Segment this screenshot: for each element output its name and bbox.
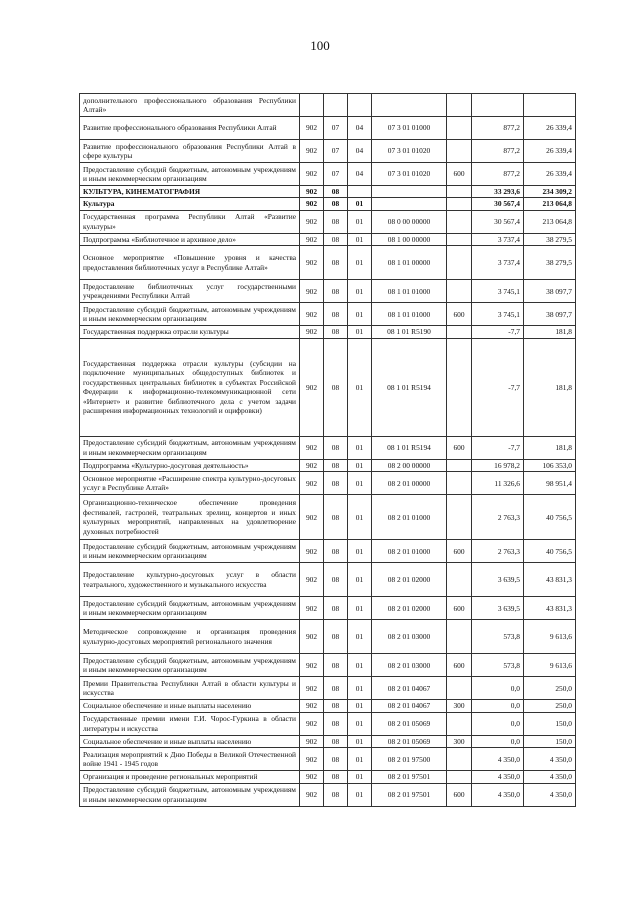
row-ved-cell: 902 xyxy=(300,117,324,140)
row-section-cell: 08 xyxy=(324,472,348,495)
row-expense-type-cell xyxy=(447,459,472,471)
row-amount-2-cell: 43 831,3 xyxy=(524,563,576,597)
row-amount-2-cell: 40 756,5 xyxy=(524,540,576,563)
row-subsection-cell: 01 xyxy=(348,597,372,620)
table-row xyxy=(80,280,576,303)
row-name-cell: Основное мероприятие «Повышение уровня и качества предоставления библиотечных услуг в Республике Алтай» xyxy=(80,246,300,280)
row-target-article-cell: 08 2 00 00000 xyxy=(372,459,447,471)
row-amount-1-cell: 0,0 xyxy=(472,700,524,712)
row-expense-type-cell: 600 xyxy=(447,654,472,677)
table-row xyxy=(80,540,576,563)
table-row xyxy=(80,597,576,620)
row-subsection-cell: 01 xyxy=(348,748,372,771)
row-name-cell: Социальное обеспечение и иные выплаты населению xyxy=(80,735,300,747)
row-amount-1-cell: 3 639,5 xyxy=(472,563,524,597)
row-section-cell: 08 xyxy=(324,712,348,735)
table-row xyxy=(80,338,576,436)
row-amount-2-cell: 250,0 xyxy=(524,700,576,712)
row-name-cell: Развитие профессионального образования Республики Алтай в сфере культуры xyxy=(80,140,300,163)
row-ved-cell: 902 xyxy=(300,771,324,783)
row-expense-type-cell: 600 xyxy=(447,436,472,459)
row-section-cell: 08 xyxy=(324,233,348,245)
table-row xyxy=(80,495,576,540)
row-amount-1-cell: 3 745,1 xyxy=(472,303,524,326)
row-expense-type-cell xyxy=(447,771,472,783)
row-subsection-cell: 01 xyxy=(348,495,372,540)
row-subsection-cell: 01 xyxy=(348,233,372,245)
row-name-cell: КУЛЬТУРА, КИНЕМАТОГРАФИЯ xyxy=(80,186,300,198)
table-row xyxy=(80,783,576,806)
row-amount-2-cell: 181,8 xyxy=(524,436,576,459)
row-amount-2-cell: 181,8 xyxy=(524,338,576,436)
row-amount-2-cell: 26 339,4 xyxy=(524,163,576,186)
row-amount-2-cell: 150,0 xyxy=(524,735,576,747)
row-subsection-cell: 01 xyxy=(348,735,372,747)
row-target-article-cell: 08 1 01 01000 xyxy=(372,280,447,303)
row-amount-1-cell: 4 350,0 xyxy=(472,771,524,783)
row-subsection-cell: 01 xyxy=(348,326,372,338)
row-section-cell: 08 xyxy=(324,326,348,338)
row-expense-type-cell xyxy=(447,677,472,700)
table-row xyxy=(80,210,576,233)
row-name-cell: Реализация мероприятий к Дню Победы в Великой Отечественной войне 1941 - 1945 годов xyxy=(80,748,300,771)
row-amount-2-cell: 9 613,6 xyxy=(524,654,576,677)
row-expense-type-cell xyxy=(447,210,472,233)
table-row xyxy=(80,326,576,338)
row-amount-2-cell: 234 309,2 xyxy=(524,186,576,198)
row-ved-cell: 902 xyxy=(300,677,324,700)
row-amount-2-cell: 9 613,6 xyxy=(524,620,576,654)
row-section-cell: 07 xyxy=(324,117,348,140)
row-section-cell: 08 xyxy=(324,495,348,540)
row-ved-cell: 902 xyxy=(300,712,324,735)
row-ved-cell: 902 xyxy=(300,540,324,563)
row-name-cell: Основное мероприятие «Расширение спектра культурно-досуговых услуг в Республике Алтай» xyxy=(80,472,300,495)
row-name-cell: Подпрограмма «Библиотечное и архивное дело» xyxy=(80,233,300,245)
row-section-cell: 08 xyxy=(324,303,348,326)
row-section-cell: 08 xyxy=(324,700,348,712)
table-row xyxy=(80,472,576,495)
row-target-article-cell: 08 2 01 97501 xyxy=(372,771,447,783)
row-ved-cell xyxy=(300,94,324,117)
row-subsection-cell: 01 xyxy=(348,783,372,806)
row-name-cell: Предоставление библиотечных услуг государственными учреждениями Республики Алтай xyxy=(80,280,300,303)
row-amount-1-cell: 2 763,3 xyxy=(472,540,524,563)
row-amount-2-cell: 38 097,7 xyxy=(524,280,576,303)
row-ved-cell: 902 xyxy=(300,246,324,280)
row-amount-1-cell: 573,8 xyxy=(472,620,524,654)
row-name-cell: Предоставление субсидий бюджетным, автономным учреждениям и иным некоммерческим организациям xyxy=(80,303,300,326)
table-row xyxy=(80,198,576,210)
row-section-cell: 07 xyxy=(324,163,348,186)
row-amount-1-cell: 3 745,1 xyxy=(472,280,524,303)
row-section-cell: 08 xyxy=(324,771,348,783)
row-expense-type-cell: 600 xyxy=(447,303,472,326)
row-target-article-cell: 08 2 01 01000 xyxy=(372,540,447,563)
row-subsection-cell: 01 xyxy=(348,436,372,459)
row-subsection-cell: 01 xyxy=(348,246,372,280)
row-name-cell: Предоставление субсидий бюджетным, автономным учреждениям и иным некоммерческим организациям xyxy=(80,597,300,620)
row-expense-type-cell xyxy=(447,280,472,303)
row-amount-2-cell: 106 353,0 xyxy=(524,459,576,471)
page-number: 100 xyxy=(310,38,330,53)
row-name-cell: Предоставление субсидий бюджетным, автономным учреждениям и иным некоммерческим организациям xyxy=(80,163,300,186)
row-amount-2-cell: 43 831,3 xyxy=(524,597,576,620)
row-amount-1-cell: 877,2 xyxy=(472,117,524,140)
row-amount-1-cell: 2 763,3 xyxy=(472,495,524,540)
row-ved-cell: 902 xyxy=(300,210,324,233)
row-section-cell: 08 xyxy=(324,459,348,471)
row-ved-cell: 902 xyxy=(300,198,324,210)
row-amount-1-cell: 877,2 xyxy=(472,163,524,186)
row-amount-2-cell: 98 951,4 xyxy=(524,472,576,495)
table-row xyxy=(80,140,576,163)
row-amount-2-cell: 26 339,4 xyxy=(524,117,576,140)
row-amount-2-cell: 213 064,8 xyxy=(524,210,576,233)
row-target-article-cell: 08 2 01 97501 xyxy=(372,783,447,806)
table-row xyxy=(80,117,576,140)
table-row xyxy=(80,436,576,459)
row-target-article-cell: 08 1 01 00000 xyxy=(372,246,447,280)
row-name-cell: Социальное обеспечение и иные выплаты населению xyxy=(80,700,300,712)
row-ved-cell: 902 xyxy=(300,654,324,677)
row-amount-1-cell: 33 293,6 xyxy=(472,186,524,198)
row-ved-cell: 902 xyxy=(300,459,324,471)
row-expense-type-cell: 300 xyxy=(447,735,472,747)
row-amount-1-cell: 30 567,4 xyxy=(472,210,524,233)
row-subsection-cell: 01 xyxy=(348,338,372,436)
row-section-cell: 08 xyxy=(324,597,348,620)
row-expense-type-cell xyxy=(447,338,472,436)
row-target-article-cell: 08 2 01 03000 xyxy=(372,654,447,677)
row-ved-cell: 902 xyxy=(300,783,324,806)
table-row xyxy=(80,459,576,471)
table-row xyxy=(80,563,576,597)
row-name-cell: Предоставление субсидий бюджетным, автономным учреждениям и иным некоммерческим организациям xyxy=(80,540,300,563)
row-amount-2-cell: 4 350,0 xyxy=(524,771,576,783)
row-subsection-cell: 01 xyxy=(348,654,372,677)
row-target-article-cell: 08 2 01 02000 xyxy=(372,563,447,597)
row-amount-1-cell: 16 978,2 xyxy=(472,459,524,471)
table-row xyxy=(80,163,576,186)
row-amount-1-cell: 0,0 xyxy=(472,677,524,700)
row-ved-cell: 902 xyxy=(300,436,324,459)
row-amount-1-cell: 3 737,4 xyxy=(472,246,524,280)
row-target-article-cell: 08 1 01 R5194 xyxy=(372,338,447,436)
row-amount-1-cell: 0,0 xyxy=(472,712,524,735)
row-section-cell: 08 xyxy=(324,748,348,771)
row-name-cell: Государственные премии имени Г.И. Чорос-Гуркина в области литературы и искусства xyxy=(80,712,300,735)
row-expense-type-cell xyxy=(447,140,472,163)
row-expense-type-cell xyxy=(447,620,472,654)
row-subsection-cell: 04 xyxy=(348,140,372,163)
row-name-cell: Предоставление субсидий бюджетным, автономным учреждениям и иным некоммерческим организациям xyxy=(80,654,300,677)
row-target-article-cell: 08 2 01 04067 xyxy=(372,700,447,712)
row-section-cell: 08 xyxy=(324,338,348,436)
row-amount-2-cell: 4 350,0 xyxy=(524,783,576,806)
row-ved-cell: 902 xyxy=(300,700,324,712)
row-target-article-cell: 08 2 01 97500 xyxy=(372,748,447,771)
row-expense-type-cell: 600 xyxy=(447,597,472,620)
row-name-cell: Развитие профессионального образования Республики Алтай xyxy=(80,117,300,140)
row-expense-type-cell xyxy=(447,748,472,771)
table-row xyxy=(80,748,576,771)
row-name-cell: Подпрограмма «Культурно-досуговая деятельность» xyxy=(80,459,300,471)
row-section-cell: 08 xyxy=(324,198,348,210)
row-amount-1-cell: 3 737,4 xyxy=(472,233,524,245)
row-name-cell: Предоставление культурно-досуговых услуг в области театрального, художественного и музыкального искусства xyxy=(80,563,300,597)
row-amount-2-cell: 250,0 xyxy=(524,677,576,700)
row-amount-1-cell: 4 350,0 xyxy=(472,783,524,806)
row-target-article-cell xyxy=(372,94,447,117)
table-row xyxy=(80,712,576,735)
table-row xyxy=(80,700,576,712)
table-row xyxy=(80,677,576,700)
row-expense-type-cell: 600 xyxy=(447,540,472,563)
row-expense-type-cell xyxy=(447,198,472,210)
row-subsection-cell: 01 xyxy=(348,712,372,735)
row-subsection-cell: 01 xyxy=(348,303,372,326)
row-expense-type-cell xyxy=(447,186,472,198)
row-name-cell: Предоставление субсидий бюджетным, автономным учреждениям и иным некоммерческим организациям xyxy=(80,436,300,459)
row-target-article-cell: 08 1 00 00000 xyxy=(372,233,447,245)
table-row xyxy=(80,771,576,783)
row-ved-cell: 902 xyxy=(300,140,324,163)
row-target-article-cell xyxy=(372,186,447,198)
table-row xyxy=(80,186,576,198)
row-expense-type-cell xyxy=(447,495,472,540)
row-subsection-cell: 01 xyxy=(348,700,372,712)
row-ved-cell: 902 xyxy=(300,597,324,620)
row-ved-cell: 902 xyxy=(300,735,324,747)
row-expense-type-cell: 300 xyxy=(447,700,472,712)
row-amount-2-cell: 150,0 xyxy=(524,712,576,735)
row-section-cell: 08 xyxy=(324,280,348,303)
row-target-article-cell xyxy=(372,198,447,210)
table-row xyxy=(80,654,576,677)
row-name-cell: Предоставление субсидий бюджетным, автономным учреждениям и иным некоммерческим организациям xyxy=(80,783,300,806)
row-section-cell: 08 xyxy=(324,246,348,280)
row-expense-type-cell xyxy=(447,326,472,338)
row-target-article-cell: 08 1 01 01000 xyxy=(372,303,447,326)
row-amount-1-cell: 3 639,5 xyxy=(472,597,524,620)
row-subsection-cell: 01 xyxy=(348,459,372,471)
budget-table xyxy=(79,93,576,807)
row-amount-1-cell: -7,7 xyxy=(472,326,524,338)
row-amount-2-cell: 38 279,5 xyxy=(524,233,576,245)
row-subsection-cell: 01 xyxy=(348,198,372,210)
row-name-cell: Организационно-техническое обеспечение проведения фестивалей, гастролей, театральных зрелищ, концертов и иных культурных мероприятий, направленных на удовлетворение духовных потребностей xyxy=(80,495,300,540)
row-ved-cell: 902 xyxy=(300,495,324,540)
row-expense-type-cell xyxy=(447,246,472,280)
row-name-cell: Культура xyxy=(80,198,300,210)
row-section-cell: 08 xyxy=(324,735,348,747)
row-section-cell: 08 xyxy=(324,783,348,806)
row-subsection-cell: 01 xyxy=(348,540,372,563)
row-subsection-cell: 01 xyxy=(348,472,372,495)
table-row xyxy=(80,303,576,326)
row-amount-1-cell: 0,0 xyxy=(472,735,524,747)
row-name-cell: Государственная поддержка отрасли культуры xyxy=(80,326,300,338)
row-name-cell: Методическое сопровождение и организация проведения культурно-досуговых мероприятий регионального значения xyxy=(80,620,300,654)
row-section-cell xyxy=(324,94,348,117)
row-amount-2-cell: 38 097,7 xyxy=(524,303,576,326)
table-row xyxy=(80,233,576,245)
row-name-cell: Государственная программа Республики Алтай «Развитие культуры» xyxy=(80,210,300,233)
row-section-cell: 08 xyxy=(324,677,348,700)
row-amount-2-cell: 26 339,4 xyxy=(524,140,576,163)
row-amount-1-cell: 877,2 xyxy=(472,140,524,163)
row-ved-cell: 902 xyxy=(300,280,324,303)
row-ved-cell: 902 xyxy=(300,748,324,771)
row-ved-cell: 902 xyxy=(300,620,324,654)
row-ved-cell: 902 xyxy=(300,186,324,198)
row-section-cell: 08 xyxy=(324,436,348,459)
row-ved-cell: 902 xyxy=(300,338,324,436)
row-target-article-cell: 08 2 01 00000 xyxy=(372,472,447,495)
row-ved-cell: 902 xyxy=(300,303,324,326)
row-subsection-cell: 01 xyxy=(348,620,372,654)
budget-table-body xyxy=(80,94,576,807)
row-target-article-cell: 08 0 00 00000 xyxy=(372,210,447,233)
row-amount-1-cell xyxy=(472,94,524,117)
row-target-article-cell: 08 2 01 01000 xyxy=(372,495,447,540)
row-expense-type-cell xyxy=(447,94,472,117)
row-section-cell: 07 xyxy=(324,140,348,163)
row-section-cell: 08 xyxy=(324,540,348,563)
row-amount-2-cell: 40 756,5 xyxy=(524,495,576,540)
row-name-cell: дополнительного профессионального образования Республики Алтай» xyxy=(80,94,300,117)
row-name-cell: Организация и проведение региональных мероприятий xyxy=(80,771,300,783)
row-ved-cell: 902 xyxy=(300,563,324,597)
row-amount-2-cell: 38 279,5 xyxy=(524,246,576,280)
row-target-article-cell: 08 2 01 03000 xyxy=(372,620,447,654)
row-target-article-cell: 07 3 01 01020 xyxy=(372,140,447,163)
row-amount-1-cell: 4 350,0 xyxy=(472,748,524,771)
row-amount-2-cell xyxy=(524,94,576,117)
row-target-article-cell: 08 2 01 05069 xyxy=(372,735,447,747)
row-subsection-cell: 04 xyxy=(348,163,372,186)
row-ved-cell: 902 xyxy=(300,163,324,186)
row-section-cell: 08 xyxy=(324,186,348,198)
row-section-cell: 08 xyxy=(324,210,348,233)
row-target-article-cell: 07 3 01 01000 xyxy=(372,117,447,140)
row-amount-1-cell: -7,7 xyxy=(472,338,524,436)
row-expense-type-cell xyxy=(447,233,472,245)
row-ved-cell: 902 xyxy=(300,326,324,338)
row-section-cell: 08 xyxy=(324,563,348,597)
row-expense-type-cell: 600 xyxy=(447,163,472,186)
row-subsection-cell: 01 xyxy=(348,280,372,303)
table-row xyxy=(80,735,576,747)
table-row xyxy=(80,246,576,280)
row-target-article-cell: 08 2 01 05069 xyxy=(372,712,447,735)
table-row xyxy=(80,94,576,117)
row-subsection-cell: 01 xyxy=(348,771,372,783)
row-amount-1-cell: 30 567,4 xyxy=(472,198,524,210)
row-amount-2-cell: 4 350,0 xyxy=(524,748,576,771)
row-target-article-cell: 07 3 01 01020 xyxy=(372,163,447,186)
row-expense-type-cell: 600 xyxy=(447,783,472,806)
row-expense-type-cell xyxy=(447,472,472,495)
row-subsection-cell xyxy=(348,94,372,117)
table-row xyxy=(80,620,576,654)
row-name-cell: Государственная поддержка отрасли культуры (субсидии на подключение муниципальных общедоступных библиотек и государственных центральных библиотек в субъектах Российской Федерации к информационно-телекоммуникационной сети «Интернет» и развитие библиотечного дела с учетом задачи расширения информационных технологий и оцифровки) xyxy=(80,338,300,436)
row-expense-type-cell xyxy=(447,117,472,140)
row-target-article-cell: 08 1 01 R5194 xyxy=(372,436,447,459)
row-amount-1-cell: 11 326,6 xyxy=(472,472,524,495)
row-target-article-cell: 08 2 01 04067 xyxy=(372,677,447,700)
row-subsection-cell xyxy=(348,186,372,198)
row-section-cell: 08 xyxy=(324,654,348,677)
row-target-article-cell: 08 2 01 02000 xyxy=(372,597,447,620)
row-name-cell: Премии Правительства Республики Алтай в области культуры и искусства xyxy=(80,677,300,700)
row-amount-1-cell: -7,7 xyxy=(472,436,524,459)
row-ved-cell: 902 xyxy=(300,472,324,495)
row-section-cell: 08 xyxy=(324,620,348,654)
row-ved-cell: 902 xyxy=(300,233,324,245)
row-amount-2-cell: 181,8 xyxy=(524,326,576,338)
row-subsection-cell: 01 xyxy=(348,563,372,597)
row-subsection-cell: 01 xyxy=(348,677,372,700)
row-amount-2-cell: 213 064,8 xyxy=(524,198,576,210)
row-expense-type-cell xyxy=(447,712,472,735)
row-subsection-cell: 01 xyxy=(348,210,372,233)
row-target-article-cell: 08 1 01 R5190 xyxy=(372,326,447,338)
row-amount-1-cell: 573,8 xyxy=(472,654,524,677)
row-subsection-cell: 04 xyxy=(348,117,372,140)
row-expense-type-cell xyxy=(447,563,472,597)
